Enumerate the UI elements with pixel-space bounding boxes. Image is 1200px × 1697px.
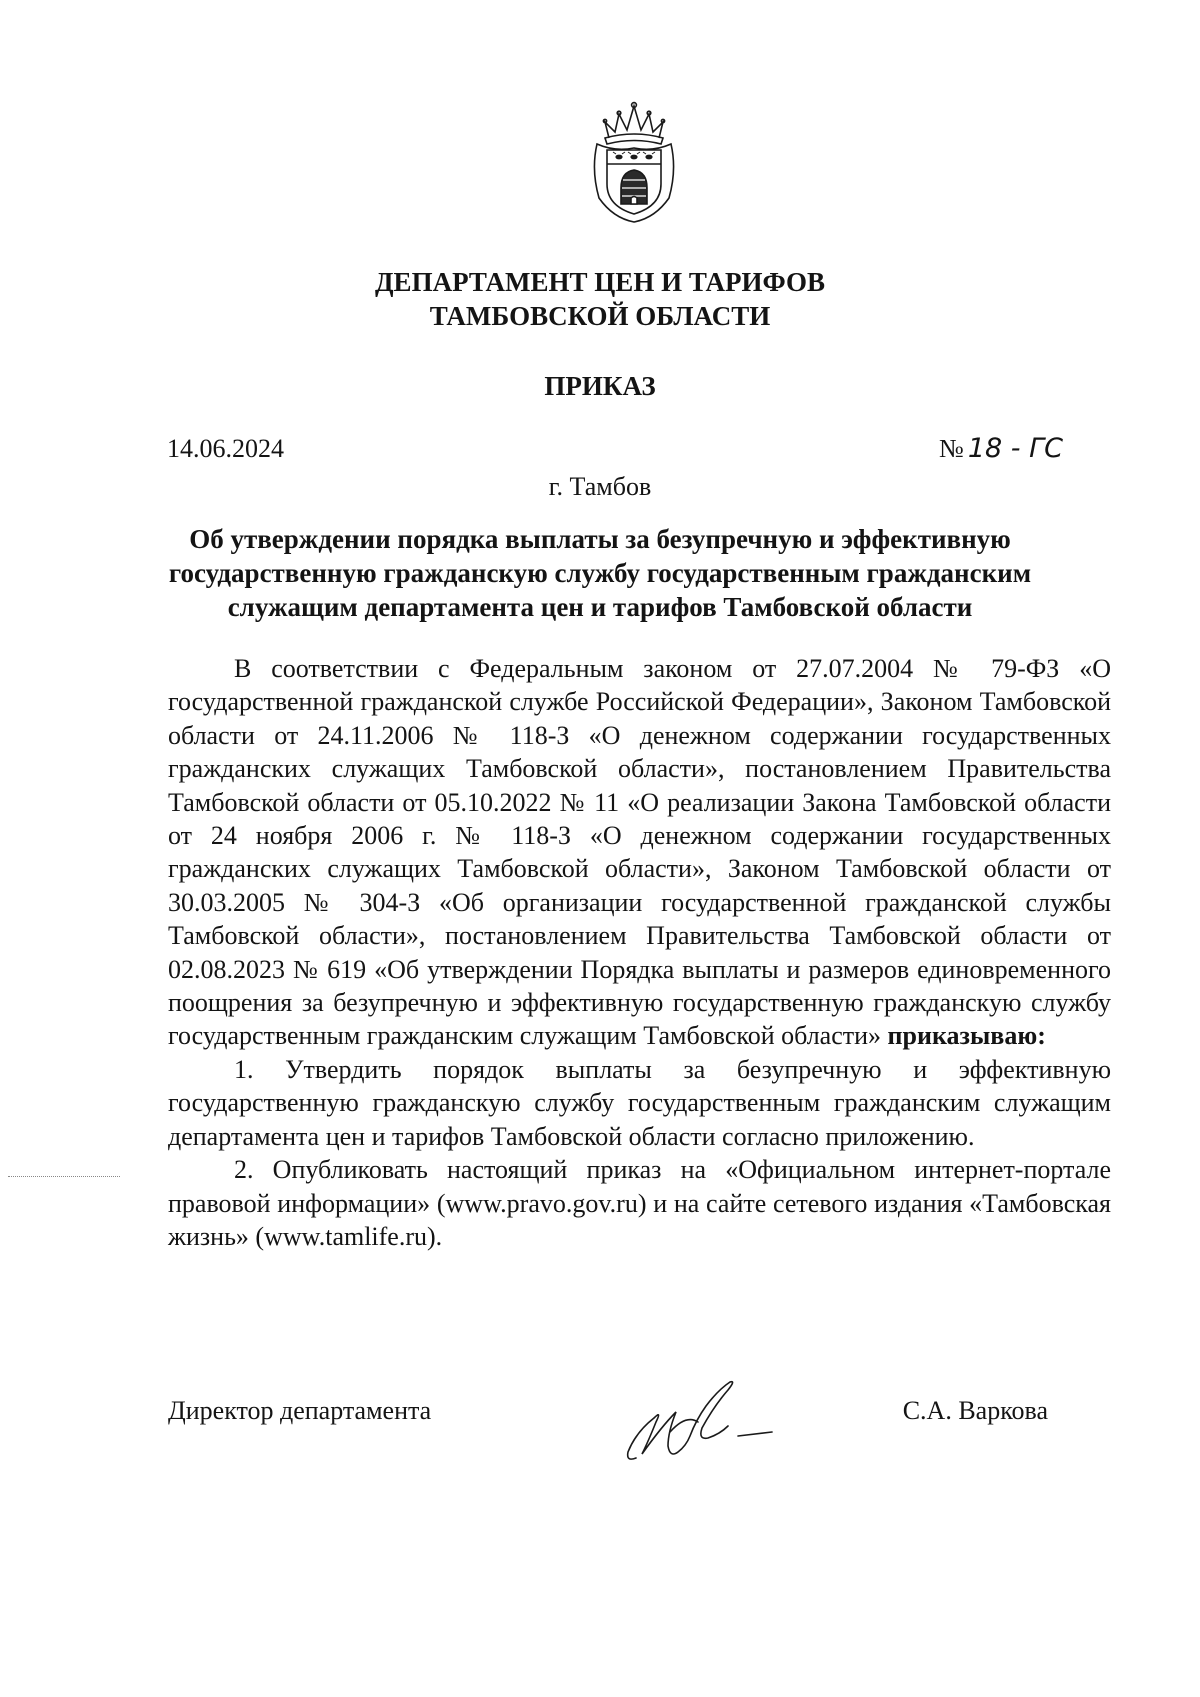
handwritten-order-number: 18 - ГС xyxy=(967,433,1063,464)
order-number xyxy=(939,432,1063,466)
signature-block xyxy=(168,1392,1048,1512)
department-name-line1: ДЕПАРТАМЕНТ ЦЕН И ТАРИФОВ xyxy=(374,267,826,297)
number-sign: № xyxy=(939,434,964,463)
order-body xyxy=(168,652,1111,1253)
city-line: г. Тамбов xyxy=(548,472,652,501)
department-name xyxy=(0,265,1200,333)
order-item-2: 2. Опубликовать настоящий приказ на «Официальном интернет-портале правовой информации» (www.pravo.gov.ru) и на сайте сетевого издания «Тамбовская жизнь» (www.tamlife.ru). xyxy=(168,1155,1111,1251)
signatory-position: Директор департамента xyxy=(168,1396,432,1425)
document-type-title: ПРИКАЗ xyxy=(544,371,656,401)
preamble-text: В соответствии с Федеральным законом от 27.07.2004 № 79-ФЗ «О государственной гражданской службе Российской Федерации», Законом Тамбовской области от 24.11.2006 № 118-З «О денежном содержании государственных гражданских служащих Тамбовской области», постановлением Правительства Тамбовской области от 05.10.2022 № 11 «О реализации Закона Тамбовской области от 24 ноября 2006 г. № 118-З «О денежном содержании государственных гражданских служащих Тамбовской области», Законом Тамбовской области от 30.03.2005 № 304-З «Об организации государственной гражданской службы Тамбовской области», постановлением Правительства Тамбовской области от 02.08.2023 № 619 «Об утверждении Порядка выплаты и размеров единовременного поощрения за безупречную и эффективную государственную гражданскую службу государственным гражданским служащим Тамбовской области» xyxy=(168,654,1111,1051)
scan-margin-mark xyxy=(8,1176,120,1177)
handwritten-signature xyxy=(606,1362,776,1472)
preamble-paragraph xyxy=(168,652,1111,1053)
imperative-word: приказываю: xyxy=(887,1021,1046,1051)
order-date: 14.06.2024 xyxy=(167,434,284,463)
order-subject-heading: Об утверждении порядка выплаты за безупречную и эффективную государственную гражданскую службу государственным гражданским служащим департамента цен и тарифов Тамбовской области xyxy=(168,524,1032,622)
department-name-line2: ТАМБОВСКОЙ ОБЛАСТИ xyxy=(429,301,771,331)
signatory-name: С.А. Варкова xyxy=(902,1396,1048,1425)
coat-of-arms-emblem xyxy=(583,100,685,224)
order-item-1: 1. Утвердить порядок выплаты за безупречную и эффективную государственную гражданскую службу государственным гражданским служащим департамента цен и тарифов Тамбовской области согласно приложению. xyxy=(168,1054,1111,1151)
